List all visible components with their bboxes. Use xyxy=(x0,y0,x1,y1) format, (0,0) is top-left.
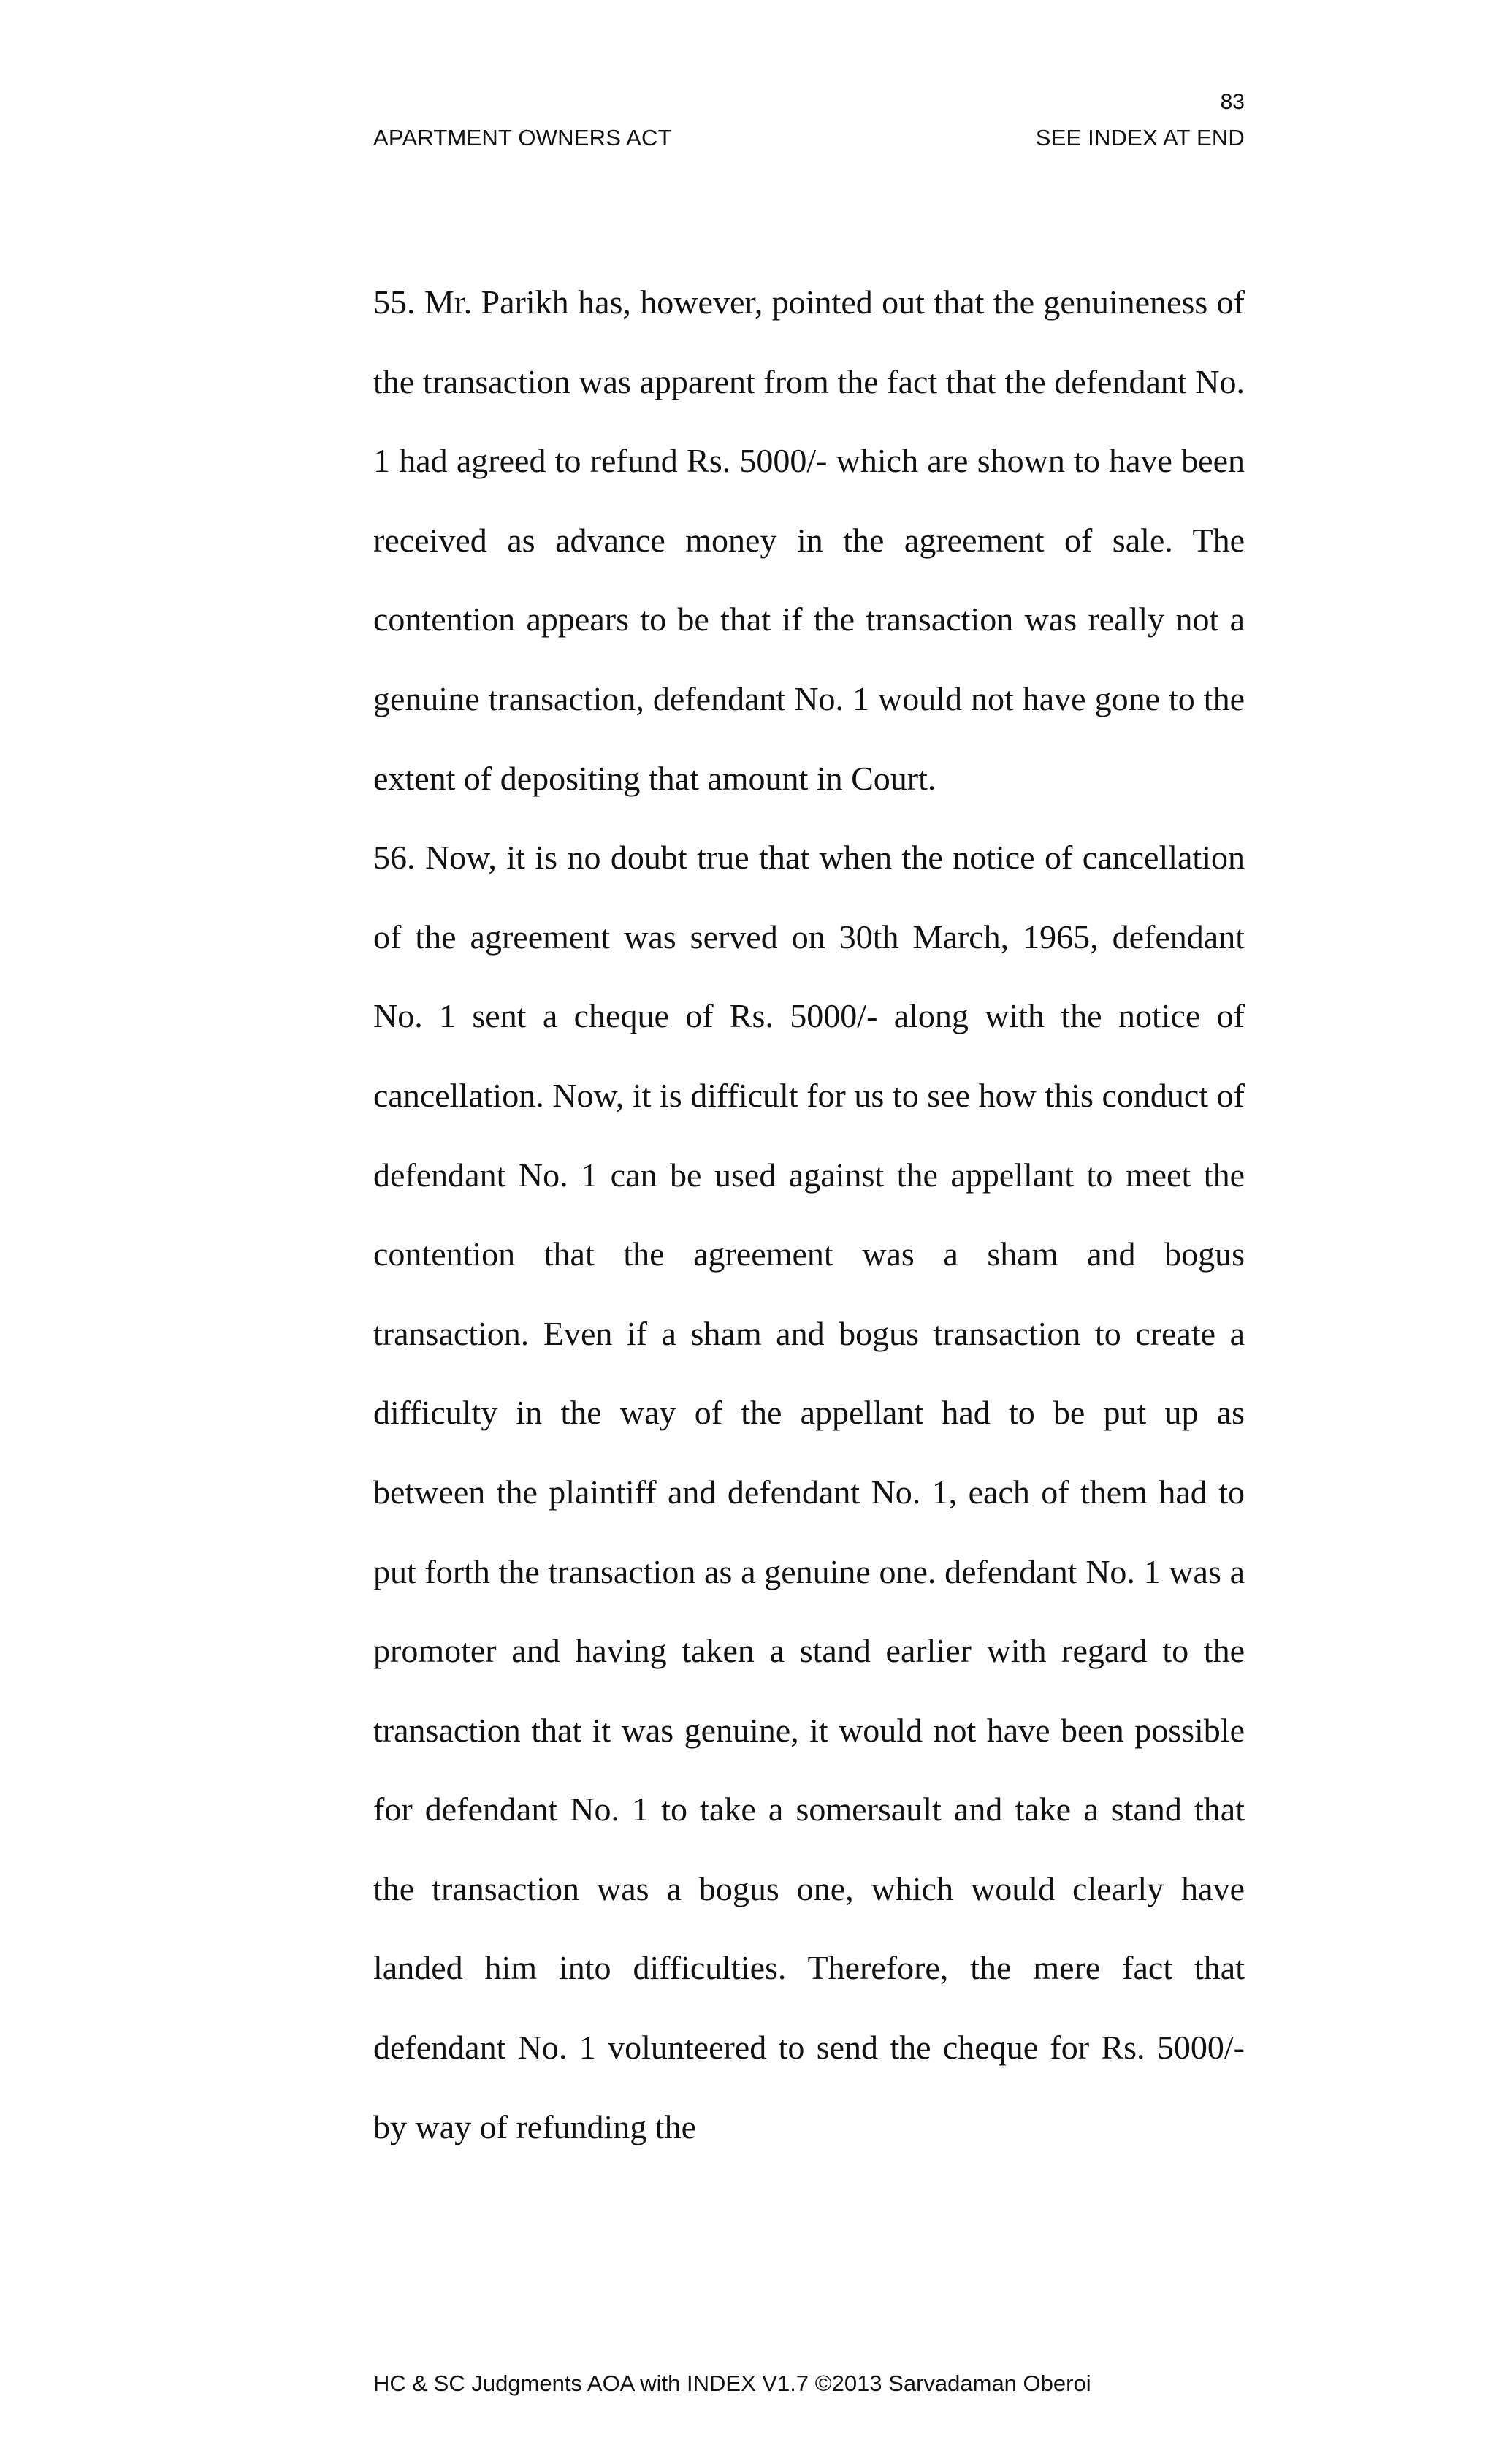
header-left-title: APARTMENT OWNERS ACT xyxy=(373,125,672,150)
paragraph-56: 56. Now, it is no doubt true that when the notice of cancellation of the agreement was served on 30th March, 1965, defendant No. 1 sent a cheque of Rs. 5000/- along with the notice of cancellation. Now, it is difficult for us to see how this conduct of defendant No. 1 can be used against the appellant to meet the contention that the agreement was a sham and bogus transaction. Even if a sham and bogus transaction to create a difficulty in the way of the appellant had to be put up as between the plaintiff and defendant No. 1, each of them had to put forth the transaction as a genuine one. defendant No. 1 was a promoter and having taken a stand earlier with regard to the transaction that it was genuine, it would not have been possible for defendant No. 1 to take a somersault and take a stand that the transaction was a bogus one, which would clearly have landed him into difficulties. Therefore, the mere fact that defendant No. 1 volunteered to send the cheque for Rs. 5000/- by way of refunding the xyxy=(373,839,1245,2145)
page-number: 83 xyxy=(1220,90,1245,114)
page-footer: HC & SC Judgments AOA with INDEX V1.7 ©2013 Sarvadaman Oberoi xyxy=(373,2370,1091,2396)
paragraph-55: 55. Mr. Parikh has, however, pointed out that the genuineness of the transaction was apparent from the fact that the defendant No. 1 had agreed to refund Rs. 5000/- which are shown to have been received as advance money in the agreement of sale. The contention appears to be that if the transaction was really not a genuine transaction, defendant No. 1 would not have gone to the extent of depositing that amount in Court. xyxy=(373,283,1245,797)
header-right-note: SEE INDEX AT END xyxy=(1035,125,1245,150)
document-body xyxy=(373,263,1245,2167)
running-header xyxy=(373,124,1245,152)
